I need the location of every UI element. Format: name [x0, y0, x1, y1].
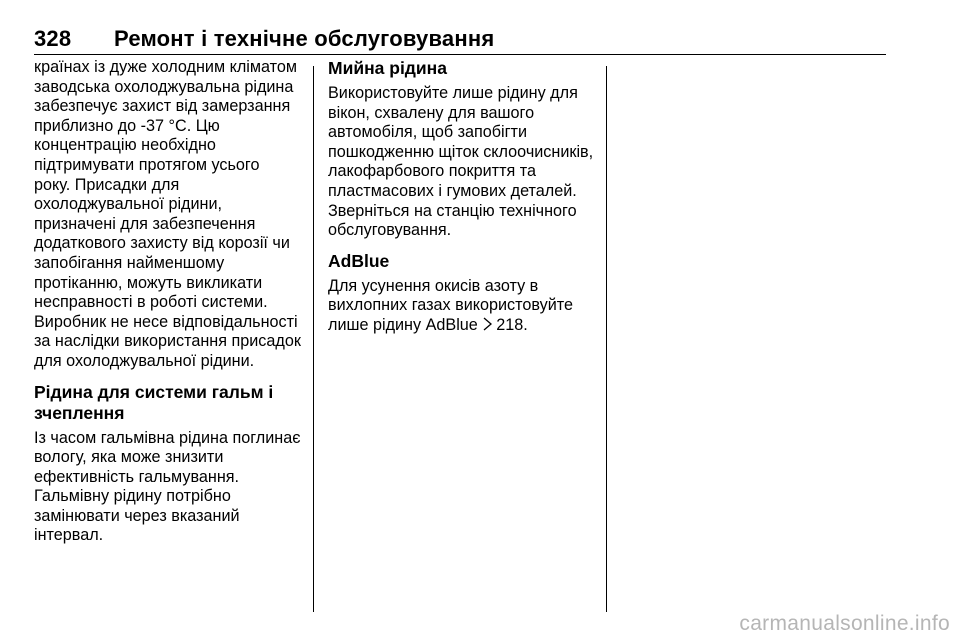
text-line: несправності в роботі системи. — [34, 293, 268, 312]
washer-fluid-paragraph — [328, 84, 598, 241]
text-fragment: лише рідину AdBlue — [328, 315, 478, 334]
text-line: лакофарбового покриття та — [328, 162, 537, 181]
text-line: Гальмівну рідину потрібно — [34, 487, 231, 506]
coolant-paragraph — [34, 58, 304, 372]
text-line: запобігання найменшому — [34, 253, 225, 272]
text-line-with-reference — [328, 316, 598, 336]
text-line: пошкодженню щіток склоочисників, — [328, 142, 594, 161]
text-line: підтримувати протягом усього — [34, 155, 260, 174]
text-line: ефективність гальмування. — [34, 467, 240, 486]
washer-fluid-heading: Мийна рідина — [328, 58, 447, 78]
text-line: пластмасових і гумових деталей. — [328, 181, 577, 200]
text-line: вологу, яка може знизити — [34, 448, 224, 467]
adblue-paragraph — [328, 277, 598, 336]
text-line: Для усунення окисів азоту в — [328, 276, 539, 295]
text-line: протіканню, можуть викликати — [34, 273, 263, 292]
text-line: Із часом гальмівна рідина поглинає — [34, 428, 301, 447]
page-reference-link[interactable]: 218. — [496, 315, 528, 334]
text-line: призначені для забезпечення — [34, 214, 256, 233]
text-line: вікон, схвалену для вашого — [328, 103, 535, 122]
text-line: концентрацію необхідно — [34, 136, 216, 155]
text-line: замінювати через вказаний — [34, 506, 240, 525]
text-line: охолоджувальної рідини, — [34, 195, 223, 214]
text-line: країнах із дуже холодним кліматом — [34, 58, 298, 76]
text-line: забезпечує захист від замерзання — [34, 97, 291, 116]
text-line: Виробник не несе відповідальності — [34, 312, 298, 331]
heading-line: Рідина для системи гальм і — [34, 381, 274, 402]
watermark: carmanualsonline.info — [739, 612, 950, 635]
text-line: року. Присадки для — [34, 175, 180, 194]
brake-fluid-heading — [34, 382, 304, 424]
text-line: обслуговування. — [328, 221, 452, 240]
running-title: Ремонт і технічне обслуговування — [114, 26, 495, 51]
page-header — [34, 22, 886, 55]
text-line: за наслідки використання присадок — [34, 332, 301, 351]
column-divider-left — [313, 66, 314, 612]
page-reference-arrow-icon — [482, 317, 493, 331]
text-line: для охолоджувальної рідини. — [34, 351, 255, 370]
column-right — [328, 58, 598, 336]
text-line: вихлопних газах використовуйте — [328, 296, 573, 315]
text-line: заводська охолоджувальна рідина — [34, 77, 294, 96]
text-line: Використовуйте лише рідину для — [328, 84, 578, 102]
adblue-heading: AdBlue — [328, 250, 390, 271]
text-line: інтервал. — [34, 526, 104, 545]
text-line: автомобіля, щоб запобігти — [328, 123, 528, 142]
column-divider-right — [606, 66, 607, 612]
page-number: 328 — [34, 26, 72, 51]
heading-line: зчеплення — [34, 402, 125, 423]
text-line: приблизно до -37 °C. Цю — [34, 116, 220, 135]
brake-fluid-paragraph — [34, 429, 304, 547]
text-line: Зверніться на станцію технічного — [328, 201, 577, 220]
text-line: додаткового захисту від корозії чи — [34, 234, 290, 253]
column-left — [34, 58, 304, 546]
